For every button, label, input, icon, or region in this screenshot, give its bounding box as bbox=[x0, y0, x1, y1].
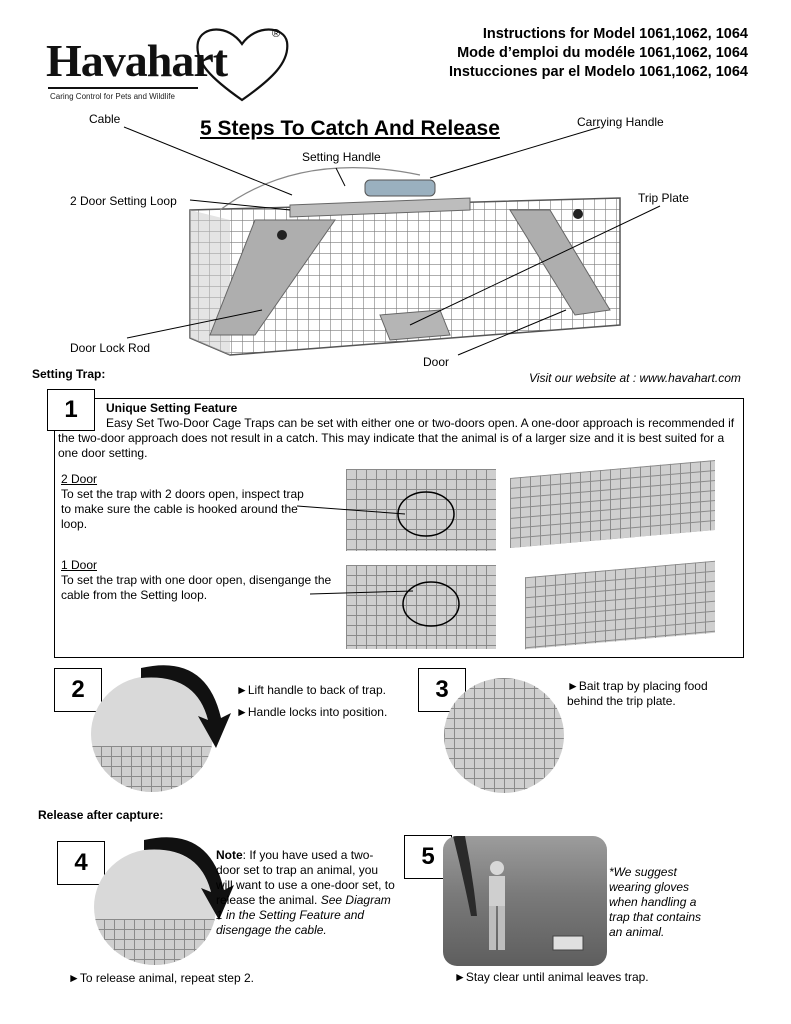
label-door-setting-loop: 2 Door Setting Loop bbox=[70, 194, 177, 208]
two-door-title: 2 Door bbox=[61, 472, 98, 486]
logo-tagline: Caring Control for Pets and Wildlife bbox=[50, 92, 175, 101]
person-with-trap-icon bbox=[443, 836, 607, 966]
step1-intro bbox=[58, 401, 740, 461]
step5-footer: ►Stay clear until animal leaves trap. bbox=[454, 970, 649, 984]
two-door-trap-photo bbox=[510, 460, 715, 548]
header-french: Mode d’emploi du modéle 1061,1062, 1064 bbox=[457, 45, 748, 61]
step1-number: 1 bbox=[47, 389, 95, 431]
one-door-trap-photo bbox=[525, 561, 715, 650]
trap-illustration bbox=[0, 110, 791, 370]
header-spanish: Instucciones par el Modelo 1061,1062, 1064 bbox=[448, 64, 748, 80]
step1-body: Easy Set Two-Door Cage Traps can be set with either one or two-doors open. A one-door approach is recommended if the two-door approach does not result in a catch. This may indicate that the animal is of a larger size and it is best suited for a one door setting. bbox=[58, 416, 735, 460]
step4-note bbox=[216, 848, 396, 938]
model-header bbox=[328, 25, 748, 82]
step3-number: 3 bbox=[418, 668, 466, 712]
step3-photo bbox=[444, 678, 564, 793]
page-title: 5 Steps To Catch And Release bbox=[200, 117, 500, 140]
label-door: Door bbox=[423, 355, 450, 369]
step4-footer: ►To release animal, repeat step 2. bbox=[68, 971, 254, 985]
step5-suggestion: *We suggest wearing gloves when handling a trap that contains an animal. bbox=[609, 865, 702, 939]
curved-arrow-icon bbox=[136, 658, 236, 758]
havahart-logo bbox=[44, 24, 294, 106]
label-cable: Cable bbox=[89, 112, 121, 126]
label-setting-handle: Setting Handle bbox=[302, 150, 381, 164]
step1-heading: Unique Setting Feature bbox=[106, 401, 238, 415]
step5-number: 5 bbox=[404, 835, 452, 879]
label-trip-plate: Trip Plate bbox=[638, 191, 689, 205]
logo-wordmark: Havahart bbox=[46, 35, 228, 86]
step2-number: 2 bbox=[54, 668, 102, 712]
step2-line1: ►Lift handle to back of trap. bbox=[236, 683, 386, 697]
label-door-lock-rod: Door Lock Rod bbox=[70, 341, 151, 355]
note-label: Note bbox=[216, 848, 243, 862]
release-heading: Release after capture: bbox=[38, 808, 164, 822]
logo-rule bbox=[48, 87, 198, 89]
note-text: : If you have used a two-door set to trap an animal, you will want to use a one-door set, to release the animal. bbox=[216, 848, 395, 907]
one-door-text: To set the trap with one door open, disengange the cable from the Setting loop. bbox=[61, 573, 332, 602]
note-italic: See Diagram 1 in the Setting Feature and disengage the cable. bbox=[216, 893, 391, 937]
one-door-title: 1 Door bbox=[61, 558, 98, 572]
website-text: Visit our website at : www.havahart.com bbox=[529, 371, 741, 385]
label-carrying-handle: Carrying Handle bbox=[577, 115, 664, 129]
step5-photo bbox=[443, 836, 607, 966]
step2-text bbox=[236, 679, 406, 723]
step4-number: 4 bbox=[57, 841, 105, 885]
two-door-text: To set the trap with 2 doors open, inspect trap to make sure the cable is hooked around the loop. bbox=[61, 487, 304, 531]
trap-diagram bbox=[0, 110, 791, 370]
header-english: Instructions for Model 1061,1062, 1064 bbox=[482, 26, 748, 42]
step1-two-door bbox=[61, 472, 311, 532]
setting-trap-heading: Setting Trap: bbox=[32, 367, 106, 381]
step3-text: ►Bait trap by placing food behind the trip plate. bbox=[567, 679, 708, 708]
pointer-arrows bbox=[295, 499, 435, 599]
step1-panel bbox=[54, 398, 744, 658]
registered-mark: ® bbox=[272, 28, 281, 40]
step2-line2: ►Handle locks into position. bbox=[236, 705, 388, 719]
